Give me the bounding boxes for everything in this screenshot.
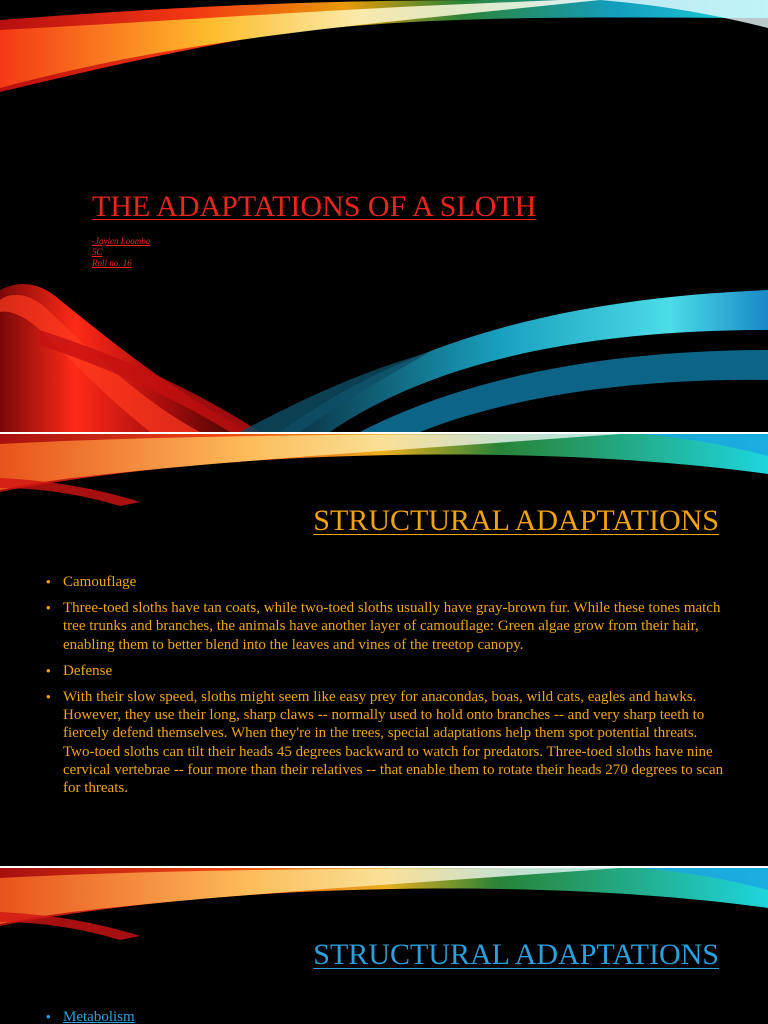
list-item[interactable]: • Three-toed sloths have tan coats, while two-toed sloths usually have gray-brown fur. While these tones match tree trunks and branches, the animals have another layer of camouflage: Green algae grow from their hair, enabling them to better blend into the leaves and vines of the treetop canopy. [44, 599, 724, 654]
presentation-title[interactable]: THE ADAPTATIONS OF A SLOTH [92, 190, 537, 223]
author-class[interactable]: 5C [92, 247, 103, 257]
list-item[interactable] [44, 1008, 135, 1024]
title-slide [0, 0, 768, 432]
list-item[interactable]: • Camouflage [44, 573, 724, 591]
structural-slide-2 [0, 868, 768, 1024]
author-roll[interactable]: Roll no. 16 [92, 258, 132, 268]
metabolism-link[interactable]: Metabolism [63, 1009, 135, 1024]
slide-heading[interactable]: STRUCTURAL ADAPTATIONS [313, 504, 719, 537]
author-info[interactable] [92, 236, 150, 269]
author-name[interactable]: -Jaylen Loomba [92, 236, 151, 246]
bullet-list [44, 1008, 135, 1024]
list-item[interactable]: • With their slow speed, sloths might seem like easy prey for anacondas, boas, wild cats, eagles and hawks. However, they use their long, sharp claws -- normally used to hold onto branches -- and very sharp teeth to fiercely defend themselves. When they're in the trees, special adaptations help them spot potential threats. Two-toed sloths can tilt their heads 45 degrees backward to watch for predators. Three-toed sloths have nine cervical vertebrae -- four more than their relatives -- that enable them to rotate their heads 270 degrees to scan for threats. [44, 688, 724, 797]
structural-slide [0, 434, 768, 866]
bullet-list [44, 573, 724, 805]
list-item[interactable]: • Defense [44, 662, 724, 680]
slide-heading[interactable]: STRUCTURAL ADAPTATIONS [313, 938, 719, 971]
